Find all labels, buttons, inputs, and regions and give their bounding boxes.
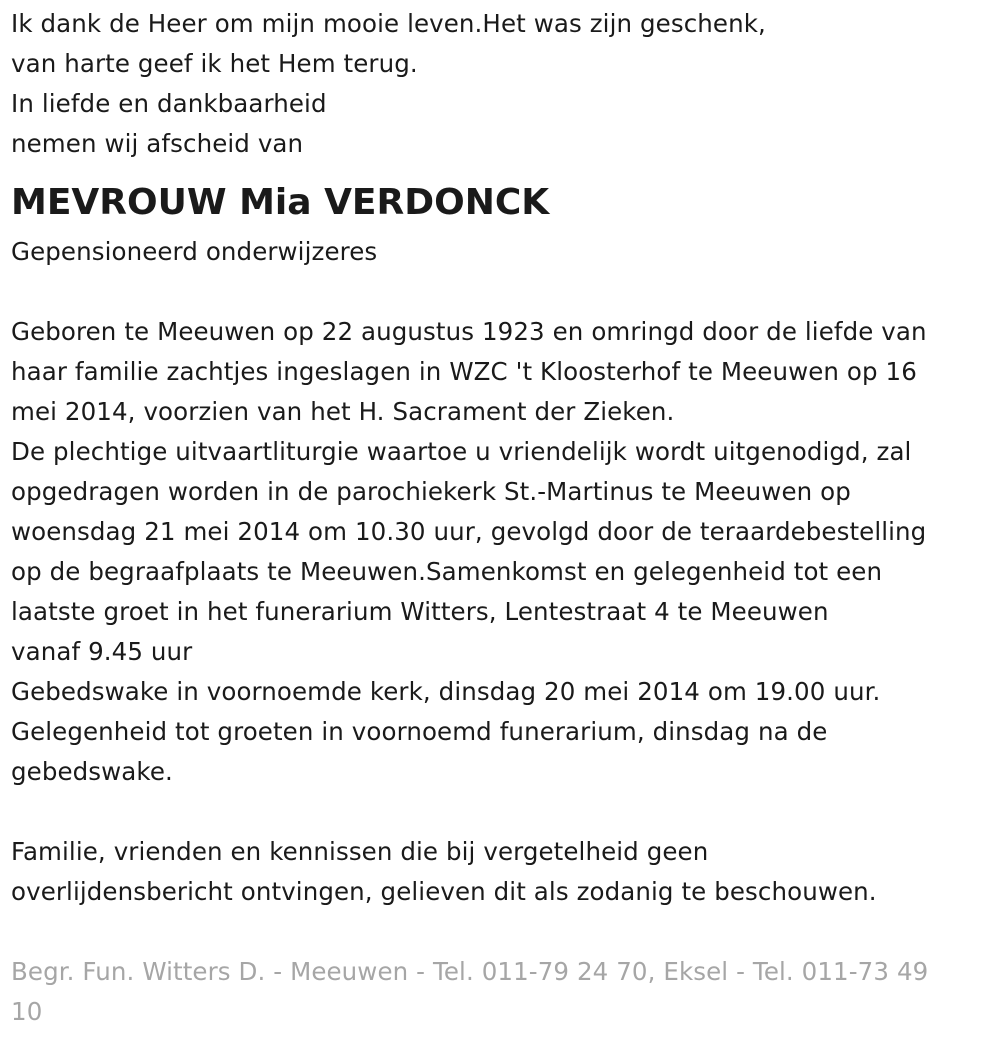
- body-line: laatste groet in het funerarium Witters, Lentestraat 4 te Meeuwen: [11, 597, 829, 626]
- body-line: Gebedswake in voornoemde kerk, dinsdag 20 mei 2014 om 19.00 uur.: [11, 677, 881, 706]
- deceased-occupation: Gepensioneerd onderwijzeres: [11, 237, 378, 266]
- notice-line: overlijdensbericht ontvingen, gelieven dit als zodanig te beschouwen.: [11, 877, 877, 906]
- footer-line: 10: [11, 997, 43, 1026]
- notice-line: Familie, vrienden en kennissen die bij vergetelheid geen: [11, 837, 709, 866]
- footer-line: Begr. Fun. Witters D. - Meeuwen - Tel. 011-79 24 70, Eksel - Tel. 011-73 49: [11, 957, 929, 986]
- intro-line: van harte geef ik het Hem terug.: [11, 49, 418, 78]
- body-line: Gelegenheid tot groeten in voornoemd funerarium, dinsdag na de: [11, 717, 828, 746]
- body-line: gebedswake.: [11, 757, 173, 786]
- body-line: mei 2014, voorzien van het H. Sacrament der Zieken.: [11, 397, 675, 426]
- body-line: opgedragen worden in de parochiekerk St.-Martinus te Meeuwen op: [11, 477, 851, 506]
- body-line: op de begraafplaats te Meeuwen.Samenkomst en gelegenheid tot een: [11, 557, 883, 586]
- intro-line: nemen wij afscheid van: [11, 129, 304, 158]
- body-line: haar familie zachtjes ingeslagen in WZC 't Kloosterhof te Meeuwen op 16: [11, 357, 917, 386]
- notice-paragraph: [11, 832, 996, 912]
- obituary-document: [11, 4, 996, 1032]
- intro-line: In liefde en dankbaarheid: [11, 89, 327, 118]
- body-line: vanaf 9.45 uur: [11, 637, 193, 666]
- spacer: [11, 272, 996, 312]
- obituary-body: [11, 312, 996, 792]
- intro-line: Ik dank de Heer om mijn mooie leven.Het was zijn geschenk,: [11, 9, 766, 38]
- deceased-name: MEVROUW Mia VERDONCK: [11, 182, 550, 223]
- spacer: [11, 912, 996, 952]
- body-line: De plechtige uitvaartliturgie waartoe u vriendelijk wordt uitgenodigd, zal: [11, 437, 912, 466]
- intro-verse: [11, 4, 996, 164]
- body-line: Geboren te Meeuwen op 22 augustus 1923 en omringd door de liefde van: [11, 317, 927, 346]
- spacer: [11, 792, 996, 832]
- funeral-home-footer: [11, 952, 996, 1032]
- body-line: woensdag 21 mei 2014 om 10.30 uur, gevolgd door de teraardebestelling: [11, 517, 927, 546]
